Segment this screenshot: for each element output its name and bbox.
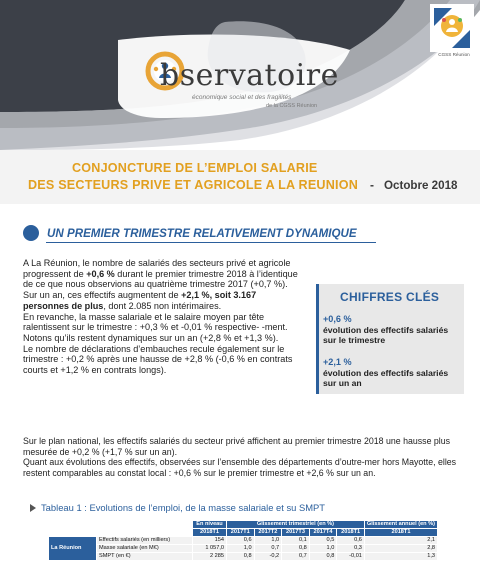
body-p2-text-a: Sur un an, ces effectifs augmentent de: [23, 290, 182, 301]
table-cell: 0,3: [337, 545, 365, 553]
caption-arrow-icon: [30, 504, 36, 512]
table-cell: 1,3: [364, 553, 437, 561]
table-cell: 0,6: [227, 537, 255, 545]
table-cell: -0,01: [337, 553, 365, 561]
period-header: 2017T3: [282, 529, 310, 537]
period-header: 2017T2: [254, 529, 282, 537]
row-label: Effectifs salariés (en milliers): [97, 537, 193, 545]
title-separator: -: [370, 178, 374, 192]
body-p1-highlight: +0,6 %: [86, 268, 115, 279]
period-header: 2018T1: [193, 529, 227, 537]
table-cell: 0,8: [309, 553, 337, 561]
table-corner-2: [97, 521, 193, 529]
observatoire-wordmark: bservatoire: [160, 58, 339, 93]
table-cell: -0,2: [254, 553, 282, 561]
row-label: Masse salariale (en M€): [97, 545, 193, 553]
row-label: SMPT (en €): [97, 553, 193, 561]
key-figure-value-2: +2,1 %: [323, 357, 352, 367]
body-p1-text-a: A La Réunion, le nombre de salariés des secteurs privé et agricole progressent de: [23, 258, 291, 279]
table-cell: 0,8: [282, 545, 310, 553]
table-header-row-1: [49, 521, 438, 529]
body-p2-highlight: +2,1 %, soit 3.167 personnes de plus: [23, 290, 257, 311]
table-row: [49, 553, 438, 561]
table-corner-3: [49, 529, 97, 537]
report-header: [0, 0, 480, 150]
region-label: La Réunion: [49, 537, 97, 561]
table-caption: Tableau 1 : Evolutions de l’emploi, de la masse salariale et su SMPT: [41, 502, 325, 513]
section-bullet-icon: [23, 225, 39, 241]
table-cell: 2 285: [193, 553, 227, 561]
col-header-quarterly: Glissement trimestriel (en %): [227, 521, 365, 529]
table-cell: 1 057,0: [193, 545, 227, 553]
table-cell: 2,1: [364, 537, 437, 545]
body-text: [23, 258, 303, 376]
table-header-row-2: [49, 529, 438, 537]
report-title-line-1: CONJONCTURE DE L’EMPLOI SALARIE: [72, 161, 318, 175]
table-cell: 0,5: [309, 537, 337, 545]
cgss-label: CGSS Réunion: [438, 52, 470, 57]
table-corner: [49, 521, 97, 529]
body-p2-text-c: , dont 2.085 non intérimaires.: [103, 300, 222, 311]
period-header: 2018T1: [337, 529, 365, 537]
employment-table: [48, 520, 438, 561]
report-title-line-2: DES SECTEURS PRIVE ET AGRICOLE A LA REUNION: [28, 178, 359, 192]
col-header-annual: Glissement annuel (en %): [364, 521, 437, 529]
table-cell: 154: [193, 537, 227, 545]
table-cell: 1,0: [254, 537, 282, 545]
cgss-logo-icon: [430, 4, 474, 52]
table-corner-4: [97, 529, 193, 537]
body-paragraph-1: [23, 258, 303, 290]
body-paragraph-2: [23, 290, 303, 311]
table-cell: 0,6: [337, 537, 365, 545]
table-row: [49, 545, 438, 553]
period-header: 2017T4: [309, 529, 337, 537]
key-figure-value-1: +0,6 %: [323, 314, 352, 324]
table-cell: 0,1: [282, 537, 310, 545]
observatoire-tagline-2: de la CGSS Réunion: [266, 103, 318, 109]
col-header-level: En niveau: [193, 521, 227, 529]
table-cell: 0,7: [254, 545, 282, 553]
body-paragraph-4: Le nombre de déclarations d’embauches recule également sur le trimestre : +0,2 % après une hausse de +2,8 % (-0,6 % en contrats courts et +1,2 % en contrats longs).: [23, 343, 293, 376]
section-divider: [46, 242, 376, 243]
period-header: 2018T1: [364, 529, 437, 537]
national-paragraph: [23, 436, 468, 479]
key-figure-text-2: évolution des effectifs salariés sur un an: [323, 368, 449, 388]
table-row: [49, 537, 438, 545]
observatoire-tagline: économique social et des fragilités: [192, 94, 292, 101]
table-cell: 1,0: [309, 545, 337, 553]
body-p1-text-c: durant le premier trimestre 2018 à l’identique de ce que nous observions au quatrième trimestre 2017 (+0,7 %).: [23, 268, 298, 290]
national-text-2: Quant aux évolutions des effectifs, observées sur l’ensemble des départements d’outre-mer hors Mayotte, elles restent comparables au constat local : +0,6 % sur le premier trimestre et +2,6 % sur un an.: [23, 457, 457, 479]
table-cell: 1,0: [227, 545, 255, 553]
table-cell: 0,7: [282, 553, 310, 561]
body-paragraph-3: En revanche, la masse salariale et le salaire moyen par tête ralentissent sur le trimestre : +0,3 % et -0,01 % respective- -ment. Notons qu’ils restent dynamiques sur un an (+2,8 % et +1,3 %).: [23, 311, 288, 343]
report-date: Octobre 2018: [384, 179, 458, 192]
title-band: [0, 150, 480, 204]
period-header: 2017T1: [227, 529, 255, 537]
section-title: UN PREMIER TRIMESTRE RELATIVEMENT DYNAMIQUE: [47, 227, 357, 240]
national-text-1: Sur le plan national, les effectifs salariés du secteur privé affichent au premier trimestre 2018 une hausse plus mesurée de +0,2 % (+1,7 % sur un an).: [23, 436, 451, 457]
key-figure-text-1: évolution des effectifs salariés sur le trimestre: [323, 325, 449, 345]
key-figures-title: CHIFFRES CLÉS: [340, 290, 440, 304]
table-cell: 2,8: [364, 545, 437, 553]
table-cell: 0,8: [227, 553, 255, 561]
